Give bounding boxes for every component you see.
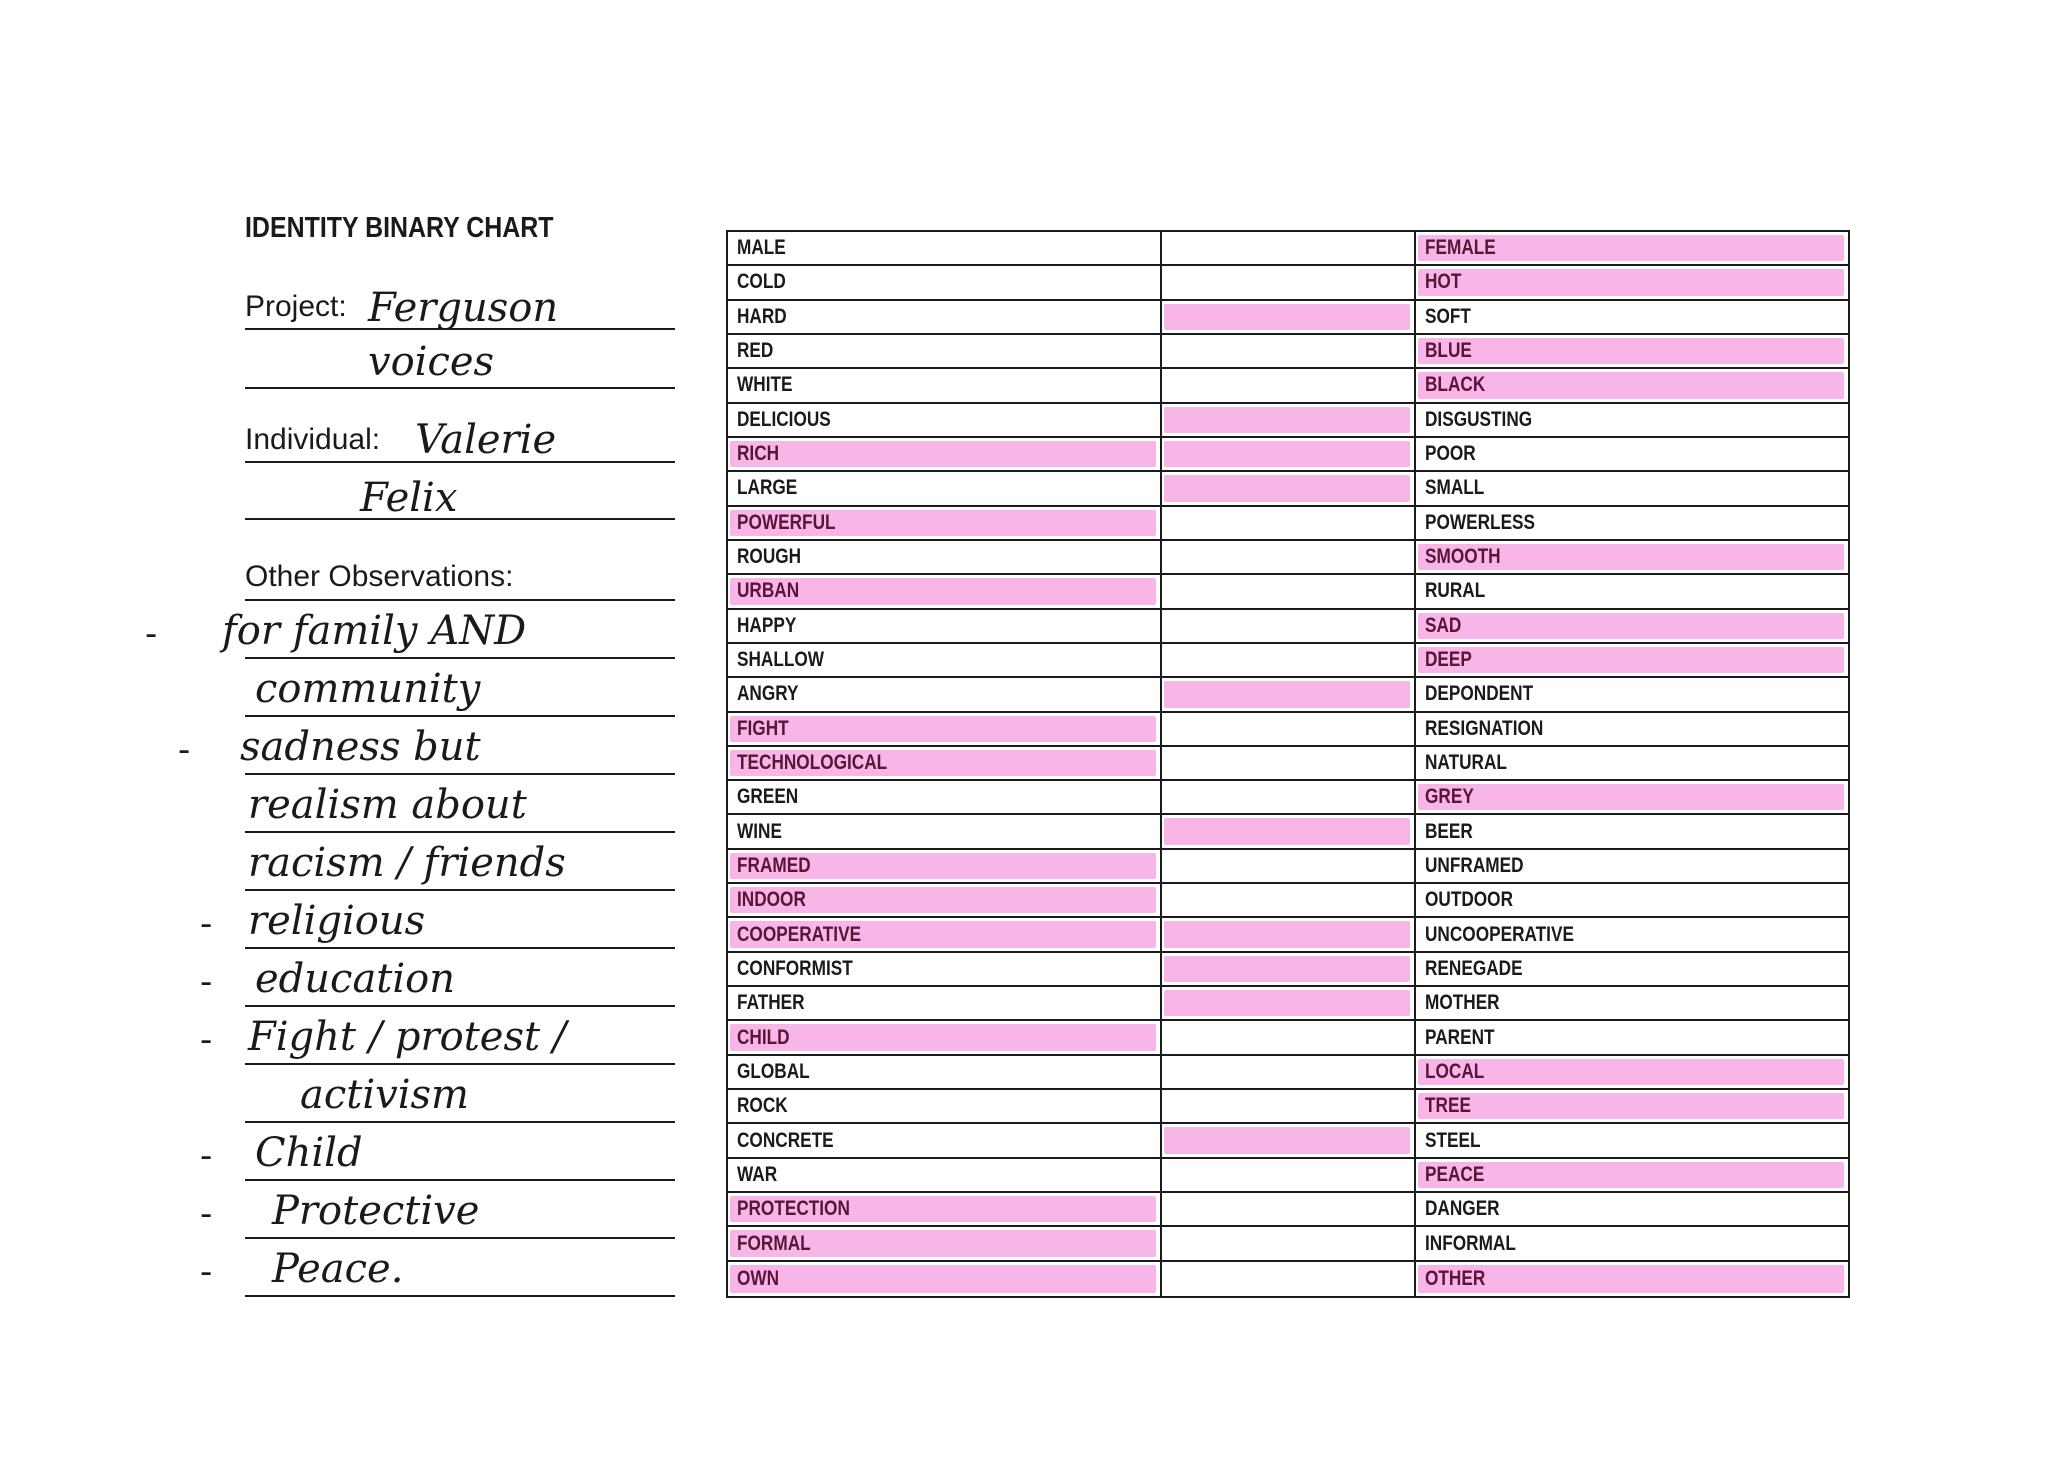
highlight-mark — [1418, 338, 1844, 364]
chart-cell-mid — [1162, 644, 1416, 676]
chart-cell-right — [1416, 781, 1848, 813]
chart-cell-mid — [1162, 369, 1416, 401]
chart-word-left: FATHER — [737, 991, 805, 1015]
chart-cell-right — [1416, 1227, 1848, 1259]
chart-word-right: MOTHER — [1425, 991, 1500, 1015]
observation-rule — [245, 1063, 675, 1065]
chart-word-left: FIGHT — [737, 716, 789, 740]
individual-rule-1 — [245, 461, 675, 463]
chart-cell-right — [1416, 987, 1848, 1019]
chart-row — [728, 850, 1848, 884]
observation-rule — [245, 1121, 675, 1123]
chart-word-left: RICH — [737, 442, 780, 466]
highlight-mark — [1164, 818, 1410, 844]
chart-cell-mid — [1162, 1227, 1416, 1259]
highlight-mark — [1164, 990, 1410, 1016]
chart-cell-mid — [1162, 610, 1416, 642]
chart-cell-right — [1416, 1193, 1848, 1225]
chart-row — [728, 369, 1848, 403]
observation-text: realism about — [248, 782, 527, 828]
chart-cell-left — [728, 918, 1162, 950]
chart-word-right: PEACE — [1425, 1162, 1485, 1186]
chart-row — [728, 1090, 1848, 1124]
observations-rule-0 — [245, 599, 675, 601]
chart-row — [728, 404, 1848, 438]
chart-cell-mid — [1162, 678, 1416, 710]
chart-row — [728, 1262, 1848, 1296]
chart-word-left: MALE — [737, 236, 786, 260]
chart-word-left: CHILD — [737, 1025, 790, 1049]
chart-cell-left — [728, 438, 1162, 470]
chart-cell-left — [728, 1262, 1162, 1296]
chart-word-left: WAR — [737, 1162, 778, 1186]
observation-dash: - — [200, 1136, 213, 1176]
chart-cell-right — [1416, 1262, 1848, 1296]
chart-cell-mid — [1162, 781, 1416, 813]
chart-row — [728, 1193, 1848, 1227]
observation-dash: - — [145, 614, 158, 654]
chart-word-left: PROTECTION — [737, 1197, 850, 1221]
highlight-mark — [1164, 304, 1410, 330]
highlight-mark — [1418, 1093, 1844, 1119]
chart-cell-left — [728, 507, 1162, 539]
chart-cell-left — [728, 850, 1162, 882]
chart-cell-mid — [1162, 301, 1416, 333]
chart-word-right: NATURAL — [1425, 750, 1507, 774]
chart-cell-right — [1416, 1090, 1848, 1122]
chart-row — [728, 713, 1848, 747]
chart-word-left: DELICIOUS — [737, 407, 831, 431]
chart-cell-left — [728, 1090, 1162, 1122]
chart-word-left: URBAN — [737, 579, 800, 603]
observation-text: for family AND — [222, 608, 527, 654]
chart-word-right: BLACK — [1425, 373, 1486, 397]
chart-cell-mid — [1162, 1021, 1416, 1053]
highlight-mark — [1164, 681, 1410, 707]
chart-word-left: SHALLOW — [737, 648, 825, 672]
chart-row — [728, 472, 1848, 506]
chart-cell-mid — [1162, 541, 1416, 573]
chart-cell-right — [1416, 1159, 1848, 1191]
chart-word-left: WINE — [737, 819, 782, 843]
chart-cell-left — [728, 404, 1162, 436]
chart-word-right: OUTDOOR — [1425, 888, 1514, 912]
chart-cell-left — [728, 747, 1162, 779]
observation-dash: - — [178, 730, 191, 770]
chart-cell-right — [1416, 541, 1848, 573]
chart-cell-mid — [1162, 1159, 1416, 1191]
chart-row — [728, 232, 1848, 266]
chart-cell-mid — [1162, 507, 1416, 539]
chart-word-right: SMALL — [1425, 476, 1485, 500]
chart-row — [728, 781, 1848, 815]
chart-cell-right — [1416, 644, 1848, 676]
observation-dash: - — [200, 1252, 213, 1292]
chart-cell-right — [1416, 815, 1848, 847]
chart-word-right: HOT — [1425, 270, 1462, 294]
chart-cell-right — [1416, 747, 1848, 779]
chart-word-right: GREY — [1425, 785, 1474, 809]
observations-label: Other Observations: — [245, 560, 514, 593]
chart-cell-left — [728, 884, 1162, 916]
highlight-mark — [1164, 407, 1410, 433]
chart-word-right: POWERLESS — [1425, 510, 1536, 534]
chart-cell-mid — [1162, 335, 1416, 367]
chart-cell-mid — [1162, 1124, 1416, 1156]
chart-row — [728, 644, 1848, 678]
chart-cell-left — [728, 301, 1162, 333]
observation-text: Fight / protest / — [248, 1014, 567, 1060]
highlight-mark — [730, 441, 1156, 467]
chart-row — [728, 1159, 1848, 1193]
chart-cell-left — [728, 610, 1162, 642]
chart-word-left: LARGE — [737, 476, 798, 500]
chart-cell-right — [1416, 369, 1848, 401]
chart-word-right: PARENT — [1425, 1025, 1495, 1049]
chart-cell-right — [1416, 1056, 1848, 1088]
chart-cell-right — [1416, 438, 1848, 470]
chart-cell-mid — [1162, 850, 1416, 882]
highlight-mark — [1164, 1127, 1410, 1153]
observation-rule — [245, 1005, 675, 1007]
chart-word-left: COOPERATIVE — [737, 922, 862, 946]
chart-cell-right — [1416, 713, 1848, 745]
chart-word-left: CONCRETE — [737, 1128, 834, 1152]
chart-word-left: COLD — [737, 270, 786, 294]
chart-word-right: LOCAL — [1425, 1059, 1485, 1083]
observation-text: education — [255, 956, 455, 1002]
chart-cell-right — [1416, 266, 1848, 298]
chart-word-right: DANGER — [1425, 1197, 1500, 1221]
chart-cell-mid — [1162, 1193, 1416, 1225]
chart-word-left: CONFORMIST — [737, 956, 853, 980]
observation-rule — [245, 773, 675, 775]
chart-word-left: OWN — [737, 1266, 780, 1290]
chart-cell-mid — [1162, 713, 1416, 745]
chart-cell-mid — [1162, 1090, 1416, 1122]
chart-word-right: STEEL — [1425, 1128, 1481, 1152]
chart-row — [728, 575, 1848, 609]
chart-row — [728, 815, 1848, 849]
chart-cell-left — [728, 575, 1162, 607]
chart-cell-left — [728, 1227, 1162, 1259]
chart-row — [728, 987, 1848, 1021]
chart-cell-left — [728, 815, 1162, 847]
observation-rule — [245, 889, 675, 891]
chart-word-right: TREE — [1425, 1094, 1471, 1118]
chart-cell-right — [1416, 301, 1848, 333]
chart-cell-left — [728, 541, 1162, 573]
chart-row — [728, 918, 1848, 952]
chart-word-right: DISGUSTING — [1425, 407, 1533, 431]
highlight-mark — [730, 716, 1156, 742]
chart-word-right: RENEGADE — [1425, 956, 1523, 980]
observation-dash: - — [200, 962, 213, 1002]
chart-cell-left — [728, 335, 1162, 367]
chart-cell-left — [728, 1056, 1162, 1088]
observation-text: Child — [255, 1130, 363, 1176]
highlight-mark — [1418, 647, 1844, 673]
chart-word-right: FEMALE — [1425, 236, 1496, 260]
chart-cell-mid — [1162, 953, 1416, 985]
project-rule-1 — [245, 328, 675, 330]
chart-word-left: FRAMED — [737, 853, 811, 877]
chart-row — [728, 1124, 1848, 1158]
chart-cell-right — [1416, 404, 1848, 436]
chart-row — [728, 678, 1848, 712]
observation-dash: - — [200, 1020, 213, 1060]
highlight-mark — [1164, 921, 1410, 947]
observation-text: racism / friends — [248, 840, 566, 886]
chart-cell-right — [1416, 918, 1848, 950]
chart-word-left: GLOBAL — [737, 1059, 810, 1083]
chart-row — [728, 438, 1848, 472]
chart-cell-mid — [1162, 815, 1416, 847]
chart-word-right: INFORMAL — [1425, 1231, 1516, 1255]
individual-value-line1: Valerie — [415, 417, 557, 463]
highlight-mark — [1418, 269, 1844, 295]
highlight-mark — [1418, 784, 1844, 810]
chart-word-right: DEPONDENT — [1425, 682, 1534, 706]
observation-text: activism — [300, 1072, 469, 1118]
chart-word-right: OTHER — [1425, 1266, 1486, 1290]
binary-chart-table — [726, 230, 1850, 1298]
project-value-line1: Ferguson — [368, 285, 559, 331]
chart-cell-right — [1416, 678, 1848, 710]
chart-word-left: GREEN — [737, 785, 799, 809]
chart-row — [728, 610, 1848, 644]
individual-value-line2: Felix — [360, 475, 458, 521]
chart-word-left: ANGRY — [737, 682, 799, 706]
chart-cell-mid — [1162, 1262, 1416, 1296]
chart-cell-mid — [1162, 575, 1416, 607]
chart-cell-mid — [1162, 404, 1416, 436]
chart-cell-left — [728, 644, 1162, 676]
chart-title: IDENTITY BINARY CHART — [245, 212, 554, 244]
chart-cell-right — [1416, 953, 1848, 985]
observation-dash: - — [200, 904, 213, 944]
highlight-mark — [1164, 441, 1410, 467]
chart-cell-left — [728, 1193, 1162, 1225]
chart-row — [728, 747, 1848, 781]
highlight-mark — [730, 1265, 1156, 1293]
chart-cell-left — [728, 472, 1162, 504]
chart-cell-mid — [1162, 1056, 1416, 1088]
observation-text: religious — [248, 898, 426, 944]
chart-word-left: WHITE — [737, 373, 793, 397]
chart-cell-mid — [1162, 438, 1416, 470]
chart-word-right: POOR — [1425, 442, 1476, 466]
observation-text: Peace. — [272, 1246, 404, 1292]
chart-cell-mid — [1162, 472, 1416, 504]
chart-word-right: DEEP — [1425, 648, 1472, 672]
chart-cell-mid — [1162, 747, 1416, 779]
chart-row — [728, 1056, 1848, 1090]
chart-cell-left — [728, 678, 1162, 710]
highlight-mark — [1418, 613, 1844, 639]
project-value-line2: voices — [368, 339, 495, 385]
chart-cell-right — [1416, 884, 1848, 916]
chart-row — [728, 507, 1848, 541]
chart-row — [728, 301, 1848, 335]
chart-cell-right — [1416, 850, 1848, 882]
chart-word-left: INDOOR — [737, 888, 806, 912]
observation-rule — [245, 1295, 675, 1297]
highlight-mark — [730, 1024, 1156, 1050]
chart-word-left: TECHNOLOGICAL — [737, 750, 888, 774]
chart-word-left: FORMAL — [737, 1231, 811, 1255]
chart-cell-left — [728, 953, 1162, 985]
chart-row — [728, 266, 1848, 300]
chart-cell-left — [728, 1159, 1162, 1191]
chart-cell-right — [1416, 1124, 1848, 1156]
chart-cell-left — [728, 266, 1162, 298]
chart-cell-mid — [1162, 918, 1416, 950]
chart-cell-right — [1416, 472, 1848, 504]
chart-cell-right — [1416, 575, 1848, 607]
chart-row — [728, 884, 1848, 918]
observation-text: Protective — [272, 1188, 480, 1234]
chart-cell-right — [1416, 610, 1848, 642]
observation-rule — [245, 1179, 675, 1181]
chart-word-left: HAPPY — [737, 613, 797, 637]
chart-word-right: RURAL — [1425, 579, 1486, 603]
project-label: Project: — [245, 290, 347, 323]
chart-cell-mid — [1162, 266, 1416, 298]
chart-row — [728, 541, 1848, 575]
chart-word-right: BEER — [1425, 819, 1473, 843]
chart-word-left: HARD — [737, 304, 787, 328]
chart-cell-left — [728, 1021, 1162, 1053]
chart-cell-mid — [1162, 884, 1416, 916]
chart-row — [728, 1227, 1848, 1261]
chart-word-right: SMOOTH — [1425, 545, 1501, 569]
observation-rule — [245, 1237, 675, 1239]
chart-word-right: SAD — [1425, 613, 1462, 637]
chart-word-left: RED — [737, 339, 774, 363]
individual-label: Individual: — [245, 423, 381, 456]
chart-word-right: BLUE — [1425, 339, 1472, 363]
chart-cell-left — [728, 713, 1162, 745]
chart-cell-left — [728, 781, 1162, 813]
chart-cell-left — [728, 1124, 1162, 1156]
chart-cell-right — [1416, 1021, 1848, 1053]
chart-cell-right — [1416, 507, 1848, 539]
chart-word-left: ROCK — [737, 1094, 788, 1118]
chart-cell-left — [728, 369, 1162, 401]
chart-word-right: UNFRAMED — [1425, 853, 1524, 877]
observation-rule — [245, 947, 675, 949]
observation-text: sadness but — [240, 724, 481, 770]
observation-rule — [245, 715, 675, 717]
chart-row — [728, 1021, 1848, 1055]
chart-cell-right — [1416, 335, 1848, 367]
chart-row — [728, 953, 1848, 987]
individual-rule-2 — [245, 518, 675, 520]
chart-row — [728, 335, 1848, 369]
observation-rule — [245, 657, 675, 659]
chart-word-left: POWERFUL — [737, 510, 836, 534]
chart-word-right: SOFT — [1425, 304, 1471, 328]
chart-cell-left — [728, 232, 1162, 264]
project-rule-2 — [245, 387, 675, 389]
chart-word-left: ROUGH — [737, 545, 802, 569]
observation-text: community — [255, 666, 481, 712]
chart-word-right: UNCOOPERATIVE — [1425, 922, 1574, 946]
observation-dash: - — [200, 1194, 213, 1234]
chart-cell-left — [728, 987, 1162, 1019]
chart-cell-right — [1416, 232, 1848, 264]
highlight-mark — [1164, 475, 1410, 501]
chart-cell-mid — [1162, 232, 1416, 264]
highlight-mark — [1164, 956, 1410, 982]
observation-rule — [245, 831, 675, 833]
chart-word-right: RESIGNATION — [1425, 716, 1544, 740]
chart-cell-mid — [1162, 987, 1416, 1019]
